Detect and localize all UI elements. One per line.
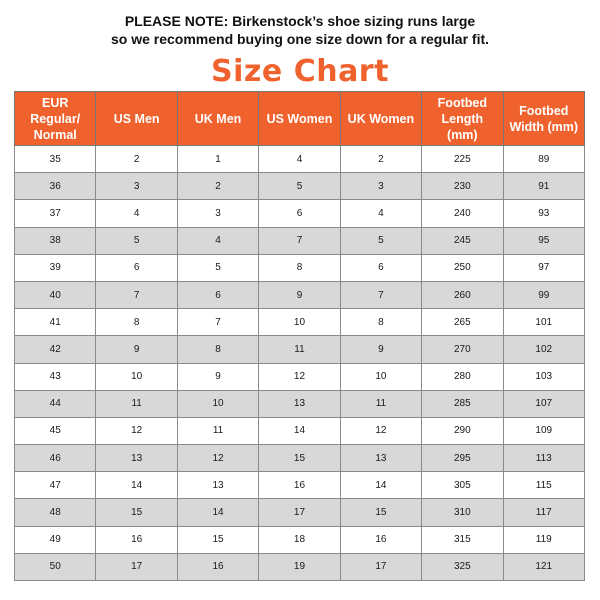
cell-footbed-length: 245 [422, 227, 503, 254]
cell-uk-women: 3 [340, 173, 421, 200]
table-row [15, 281, 585, 308]
cell-us-men: 7 [96, 281, 177, 308]
cell-footbed-length: 270 [422, 336, 503, 363]
cell-footbed-length: 325 [422, 553, 503, 580]
cell-eur: 47 [15, 472, 96, 499]
cell-us-men: 4 [96, 200, 177, 227]
cell-eur: 37 [15, 200, 96, 227]
cell-uk-women: 15 [340, 499, 421, 526]
cell-eur: 48 [15, 499, 96, 526]
cell-footbed-width: 115 [503, 472, 584, 499]
cell-uk-men: 16 [177, 553, 258, 580]
cell-us-women: 6 [259, 200, 340, 227]
cell-us-women: 15 [259, 445, 340, 472]
cell-uk-men: 8 [177, 336, 258, 363]
cell-uk-women: 2 [340, 146, 421, 173]
cell-uk-men: 14 [177, 499, 258, 526]
table-row [15, 363, 585, 390]
cell-us-men: 17 [96, 553, 177, 580]
size-chart-table [14, 91, 585, 581]
cell-eur: 42 [15, 336, 96, 363]
table-row [15, 227, 585, 254]
sizing-note [0, 12, 600, 48]
cell-footbed-length: 285 [422, 390, 503, 417]
cell-uk-men: 2 [177, 173, 258, 200]
cell-us-women: 13 [259, 390, 340, 417]
header-footbed-length: Footbed Length (mm) [422, 92, 503, 146]
cell-uk-women: 14 [340, 472, 421, 499]
cell-eur: 43 [15, 363, 96, 390]
cell-footbed-width: 101 [503, 309, 584, 336]
cell-uk-women: 11 [340, 390, 421, 417]
cell-eur: 45 [15, 417, 96, 444]
cell-us-men: 12 [96, 417, 177, 444]
cell-uk-women: 7 [340, 281, 421, 308]
cell-us-men: 5 [96, 227, 177, 254]
table-row [15, 445, 585, 472]
cell-uk-men: 15 [177, 526, 258, 553]
table-row [15, 254, 585, 281]
cell-uk-women: 5 [340, 227, 421, 254]
header-uk-women: UK Women [340, 92, 421, 146]
table-row [15, 146, 585, 173]
cell-us-men: 11 [96, 390, 177, 417]
cell-eur: 35 [15, 146, 96, 173]
table-row [15, 173, 585, 200]
cell-uk-men: 6 [177, 281, 258, 308]
cell-us-women: 4 [259, 146, 340, 173]
cell-eur: 41 [15, 309, 96, 336]
cell-us-women: 7 [259, 227, 340, 254]
cell-eur: 40 [15, 281, 96, 308]
cell-footbed-length: 225 [422, 146, 503, 173]
cell-footbed-length: 260 [422, 281, 503, 308]
cell-footbed-width: 107 [503, 390, 584, 417]
cell-us-women: 5 [259, 173, 340, 200]
cell-uk-women: 4 [340, 200, 421, 227]
cell-us-women: 11 [259, 336, 340, 363]
cell-uk-men: 4 [177, 227, 258, 254]
table-row [15, 200, 585, 227]
cell-us-women: 16 [259, 472, 340, 499]
cell-footbed-length: 240 [422, 200, 503, 227]
cell-us-men: 10 [96, 363, 177, 390]
cell-us-women: 17 [259, 499, 340, 526]
cell-uk-women: 6 [340, 254, 421, 281]
page-title: Size Chart [211, 54, 389, 89]
cell-uk-men: 3 [177, 200, 258, 227]
cell-footbed-width: 99 [503, 281, 584, 308]
cell-us-women: 9 [259, 281, 340, 308]
cell-footbed-length: 290 [422, 417, 503, 444]
cell-uk-men: 5 [177, 254, 258, 281]
table-row [15, 390, 585, 417]
cell-eur: 38 [15, 227, 96, 254]
cell-footbed-length: 305 [422, 472, 503, 499]
cell-us-men: 14 [96, 472, 177, 499]
cell-uk-men: 10 [177, 390, 258, 417]
cell-uk-men: 7 [177, 309, 258, 336]
header-footbed-width: Footbed Width (mm) [503, 92, 584, 146]
table-row [15, 526, 585, 553]
cell-footbed-width: 97 [503, 254, 584, 281]
cell-footbed-width: 113 [503, 445, 584, 472]
cell-uk-women: 13 [340, 445, 421, 472]
cell-uk-men: 1 [177, 146, 258, 173]
cell-eur: 50 [15, 553, 96, 580]
sizing-note-line-2: so we recommend buying one size down for a regular fit. [110, 31, 490, 47]
cell-uk-men: 11 [177, 417, 258, 444]
cell-footbed-width: 91 [503, 173, 584, 200]
cell-us-women: 12 [259, 363, 340, 390]
cell-footbed-length: 230 [422, 173, 503, 200]
cell-us-men: 2 [96, 146, 177, 173]
cell-uk-women: 10 [340, 363, 421, 390]
cell-footbed-width: 119 [503, 526, 584, 553]
cell-footbed-length: 265 [422, 309, 503, 336]
table-row [15, 336, 585, 363]
cell-uk-women: 9 [340, 336, 421, 363]
cell-footbed-width: 93 [503, 200, 584, 227]
cell-footbed-width: 121 [503, 553, 584, 580]
cell-footbed-length: 295 [422, 445, 503, 472]
cell-us-men: 9 [96, 336, 177, 363]
cell-eur: 49 [15, 526, 96, 553]
header-us-men: US Men [96, 92, 177, 146]
cell-us-women: 19 [259, 553, 340, 580]
cell-uk-men: 9 [177, 363, 258, 390]
table-row [15, 553, 585, 580]
cell-eur: 44 [15, 390, 96, 417]
cell-us-men: 16 [96, 526, 177, 553]
cell-footbed-length: 315 [422, 526, 503, 553]
sizing-note-line-1: PLEASE NOTE: Birkenstock’s shoe sizing runs large [124, 13, 476, 29]
cell-us-men: 15 [96, 499, 177, 526]
table-row [15, 472, 585, 499]
cell-us-men: 3 [96, 173, 177, 200]
cell-footbed-width: 89 [503, 146, 584, 173]
cell-us-men: 13 [96, 445, 177, 472]
cell-footbed-length: 250 [422, 254, 503, 281]
cell-footbed-width: 109 [503, 417, 584, 444]
cell-footbed-length: 310 [422, 499, 503, 526]
table-header-row [15, 92, 585, 146]
cell-footbed-width: 102 [503, 336, 584, 363]
cell-eur: 39 [15, 254, 96, 281]
cell-footbed-width: 95 [503, 227, 584, 254]
cell-us-men: 6 [96, 254, 177, 281]
cell-us-women: 10 [259, 309, 340, 336]
cell-uk-men: 13 [177, 472, 258, 499]
cell-uk-women: 17 [340, 553, 421, 580]
table-row [15, 417, 585, 444]
cell-eur: 36 [15, 173, 96, 200]
table-row [15, 309, 585, 336]
cell-us-women: 18 [259, 526, 340, 553]
cell-footbed-length: 280 [422, 363, 503, 390]
cell-footbed-width: 103 [503, 363, 584, 390]
header-us-women: US Women [259, 92, 340, 146]
header-uk-men: UK Men [177, 92, 258, 146]
header-eur: EUR Regular/ Normal [15, 92, 96, 146]
cell-uk-women: 12 [340, 417, 421, 444]
cell-uk-women: 16 [340, 526, 421, 553]
cell-us-women: 14 [259, 417, 340, 444]
cell-uk-women: 8 [340, 309, 421, 336]
table-body [15, 146, 585, 581]
cell-us-men: 8 [96, 309, 177, 336]
cell-eur: 46 [15, 445, 96, 472]
cell-us-women: 8 [259, 254, 340, 281]
table-row [15, 499, 585, 526]
cell-uk-men: 12 [177, 445, 258, 472]
cell-footbed-width: 117 [503, 499, 584, 526]
